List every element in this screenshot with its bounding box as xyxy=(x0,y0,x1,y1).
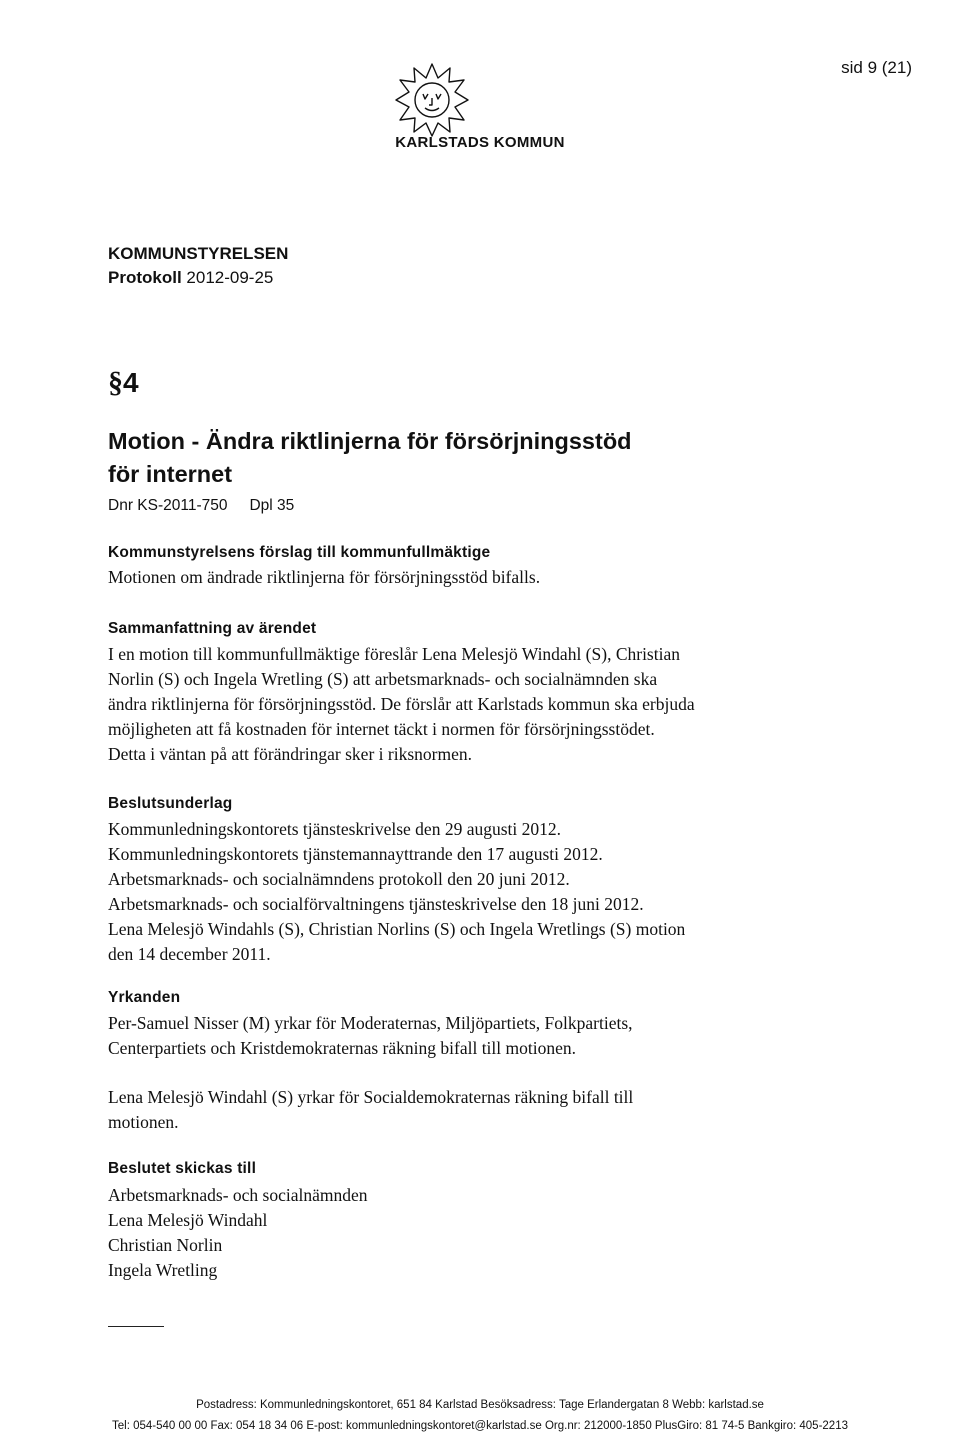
basis-list xyxy=(108,817,768,967)
proposal-text xyxy=(108,565,768,590)
text-line: Arbetsmarknads- och socialnämndens protokoll den 20 juni 2012. xyxy=(108,869,570,889)
sun-face-logo-icon xyxy=(394,60,470,138)
sent-to-list xyxy=(108,1183,768,1283)
recipient: Christian Norlin xyxy=(108,1235,223,1255)
text-line: möjligheten att få kostnaden för internet täckt i normen för försörjningsstödet. xyxy=(108,719,655,739)
text-line: Centerpartiets och Kristdemokraternas räkning bifall till motionen. xyxy=(108,1038,576,1058)
motions-heading: Yrkanden xyxy=(108,989,181,1006)
motion-paragraph xyxy=(108,1011,768,1061)
committee-name: KOMMUNSTYRELSEN xyxy=(108,244,289,263)
basis-heading: Beslutsunderlag xyxy=(108,795,233,812)
text-line: Motionen om ändrade riktlinjerna för försörjningsstöd bifalls. xyxy=(108,567,541,587)
footer-address-line: Postadress: Kommunledningskontoret, 651 84 Karlstad Besöksadress: Tage Erlandergatan 8 Webb: karlstad.se xyxy=(196,1399,764,1411)
text-line: Arbetsmarknads- och socialförvaltningens tjänsteskrivelse den 18 juni 2012. xyxy=(108,894,644,914)
title-line: för internet xyxy=(108,461,233,487)
organization-name: KARLSTADS KOMMUN xyxy=(395,134,565,151)
text-line: Norlin (S) och Ingela Wretling (S) att arbetsmarknads- och socialnämnden ska xyxy=(108,669,658,689)
text-line: Kommunledningskontorets tjänsteskrivelse den 29 augusti 2012. xyxy=(108,819,562,839)
text-line: Detta i väntan på att förändringar sker i riksnormen. xyxy=(108,744,472,764)
text-line: Lena Melesjö Windahl (S) yrkar för Socialdemokraternas räkning bifall till xyxy=(108,1087,634,1107)
section-number xyxy=(108,366,139,400)
section-mark: § xyxy=(108,366,123,399)
reference-line xyxy=(108,497,294,515)
text-line: Lena Melesjö Windahls (S), Christian Norlins (S) och Ingela Wretlings (S) motion xyxy=(108,919,686,939)
protocol-date: 2012-09-25 xyxy=(186,268,274,287)
case-number: Dnr KS-2011-750 xyxy=(108,497,228,514)
summary-heading: Sammanfattning av ärendet xyxy=(108,620,317,637)
text-line: Per-Samuel Nisser (M) yrkar för Moderaternas, Miljöpartiets, Folkpartiets, xyxy=(108,1013,633,1033)
archive-number: Dpl 35 xyxy=(249,497,295,514)
text-line: den 14 december 2011. xyxy=(108,944,271,964)
recipient: Arbetsmarknads- och socialnämnden xyxy=(108,1185,368,1205)
text-line: motionen. xyxy=(108,1112,179,1132)
protocol-line xyxy=(108,268,273,288)
proposal-heading: Kommunstyrelsens förslag till kommunfullmäktige xyxy=(108,544,491,561)
protocol-label: Protokoll xyxy=(108,268,182,287)
section-number-value: 4 xyxy=(123,367,139,398)
title-line: Motion - Ändra riktlinjerna för försörjningsstöd xyxy=(108,428,632,454)
text-line: Kommunledningskontorets tjänstemannayttrande den 17 augusti 2012. xyxy=(108,844,603,864)
footer-contact-line: Tel: 054-540 00 00 Fax: 054 18 34 06 E-post: kommunledningskontoret@karlstad.se Org.nr: 212000-1850 PlusGiro: 81 74-5 Bankgiro: 405-2213 xyxy=(112,1420,848,1432)
sent-to-heading: Beslutet skickas till xyxy=(108,1160,257,1177)
motion-paragraph xyxy=(108,1085,768,1135)
text-line: ändra riktlinjerna för försörjningsstöd. De förslår att Karlstads kommun ska erbjuda xyxy=(108,694,695,714)
summary-text xyxy=(108,642,768,767)
page-number: sid 9 (21) xyxy=(841,58,912,77)
recipient: Lena Melesjö Windahl xyxy=(108,1210,268,1230)
document-title xyxy=(108,425,828,491)
recipient: Ingela Wretling xyxy=(108,1260,218,1280)
text-line: I en motion till kommunfullmäktige föreslår Lena Melesjö Windahl (S), Christian xyxy=(108,644,680,664)
footer-divider xyxy=(108,1326,164,1327)
